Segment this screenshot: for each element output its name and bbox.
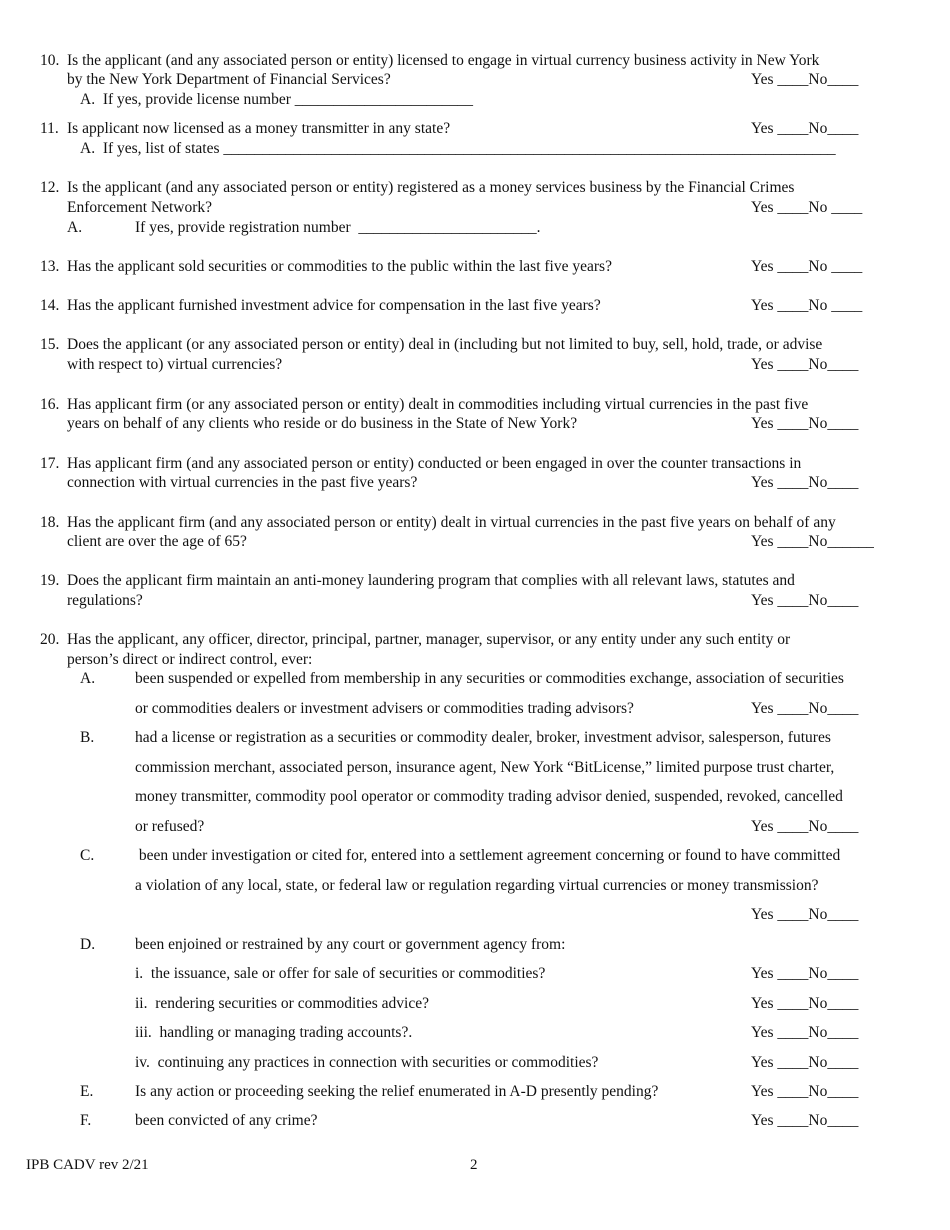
question-text: regulations? [67, 592, 143, 609]
yes-no-field[interactable]: Yes ____No____ [751, 818, 859, 835]
question-text: connection with virtual currencies in the past five years? [67, 474, 418, 491]
sub-sub-item-text: iv. continuing any practices in connection with securities or commodities? [135, 1054, 599, 1071]
yes-no-field[interactable]: Yes ____No____ [751, 700, 859, 717]
yes-no-field[interactable]: Yes ____No____ [751, 906, 859, 923]
license-number-field[interactable]: A. If yes, provide license number _______________________ [80, 91, 474, 108]
sub-sub-item-text: i. the issuance, sale or offer for sale of securities or commodities? [135, 965, 546, 982]
yes-no-field[interactable]: Yes ____No____ [751, 1024, 859, 1041]
yes-no-field[interactable]: Yes ____No ____ [751, 258, 863, 275]
yes-no-field[interactable]: Yes ____No____ [751, 1054, 859, 1071]
question-number: 12. [40, 179, 60, 196]
registration-number-field[interactable]: If yes, provide registration number _______________________. [135, 219, 541, 236]
sub-item-letter: F. [80, 1112, 92, 1129]
sub-item-text: money transmitter, commodity pool operator or commodity trading advisor denied, suspended, revoked, cancelled [135, 788, 843, 805]
question-number: 15. [40, 336, 60, 353]
sub-item-text: been enjoined or restrained by any court or government agency from: [135, 936, 566, 953]
question-number: 20. [40, 631, 60, 648]
sub-item-text: been suspended or expelled from membership in any securities or commodities exchange, association of securities [135, 670, 844, 687]
yes-no-field[interactable]: Yes ____No____ [751, 995, 859, 1012]
question-text: Does the applicant firm maintain an anti-money laundering program that complies with all relevant laws, statutes and [67, 572, 795, 589]
sub-item-text: had a license or registration as a securities or commodity dealer, broker, investment advisor, salesperson, futures [135, 729, 831, 746]
sub-item-text: commission merchant, associated person, insurance agent, New York “BitLicense,” limited purpose trust charter, [135, 759, 835, 776]
question-text: Does the applicant (or any associated person or entity) deal in (including but not limited to buy, sell, hold, trade, or advise [67, 336, 823, 353]
yes-no-field[interactable]: Yes ____No____ [751, 474, 859, 491]
sub-sub-item-text: ii. rendering securities or commodities advice? [135, 995, 429, 1012]
question-text: years on behalf of any clients who reside or do business in the State of New York? [67, 415, 578, 432]
question-number: 18. [40, 514, 60, 531]
page-number: 2 [470, 1157, 478, 1173]
yes-no-field[interactable]: Yes ____No______ [751, 533, 874, 550]
question-text: Has the applicant firm (and any associated person or entity) dealt in virtual currencies in the past five years on behalf of any [67, 514, 836, 531]
sub-item-letter: D. [80, 936, 96, 953]
question-text: Has applicant firm (and any associated person or entity) conducted or been engaged in over the counter transactions in [67, 455, 802, 472]
yes-no-field[interactable]: Yes ____No____ [751, 592, 859, 609]
sub-item-text: been convicted of any crime? [135, 1112, 318, 1129]
question-text: by the New York Department of Financial Services? [67, 71, 391, 88]
question-number: 16. [40, 396, 60, 413]
yes-no-field[interactable]: Yes ____No____ [751, 71, 859, 88]
question-text: Has the applicant sold securities or commodities to the public within the last five years? [67, 258, 612, 275]
question-text: client are over the age of 65? [67, 533, 247, 550]
sub-item-text: been under investigation or cited for, entered into a settlement agreement concerning or found to have committed [135, 847, 841, 864]
question-text: with respect to) virtual currencies? [67, 356, 283, 373]
yes-no-field[interactable]: Yes ____No____ [751, 415, 859, 432]
question-text: Has applicant firm (or any associated person or entity) dealt in commodities including virtual currencies in the past five [67, 396, 809, 413]
question-number: 19. [40, 572, 60, 589]
yes-no-field[interactable]: Yes ____No ____ [751, 297, 863, 314]
question-number: 13. [40, 258, 60, 275]
question-number: 14. [40, 297, 60, 314]
question-number: 10. [40, 52, 60, 69]
yes-no-field[interactable]: Yes ____No____ [751, 965, 859, 982]
question-text: Is applicant now licensed as a money transmitter in any state? [67, 120, 451, 137]
yes-no-field[interactable]: Yes ____No____ [751, 356, 859, 373]
yes-no-field[interactable]: Yes ____No____ [751, 120, 859, 137]
question-text: Enforcement Network? [67, 199, 213, 216]
question-text: Has the applicant furnished investment advice for compensation in the last five years? [67, 297, 601, 314]
sub-sub-item-text: iii. handling or managing trading accounts?. [135, 1024, 413, 1041]
question-text: Has the applicant, any officer, director, principal, partner, manager, supervisor, or any entity under any such entity or [67, 631, 791, 648]
question-text: Is the applicant (and any associated person or entity) licensed to engage in virtual currency business activity in New York [67, 52, 820, 69]
sub-item-letter: A. [67, 219, 83, 236]
sub-item-letter: B. [80, 729, 95, 746]
yes-no-field[interactable]: Yes ____No____ [751, 1112, 859, 1129]
question-number: 11. [40, 120, 59, 137]
form-revision-label: IPB CADV rev 2/21 [26, 1157, 149, 1173]
sub-item-text: Is any action or proceeding seeking the relief enumerated in A-D presently pending? [135, 1083, 659, 1100]
sub-item-text: a violation of any local, state, or federal law or regulation regarding virtual currencies or money transmission? [135, 877, 819, 894]
states-list-field[interactable]: A. If yes, list of states _______________________________________________________________________________ [80, 140, 836, 157]
sub-item-text: or refused? [135, 818, 205, 835]
sub-item-letter: E. [80, 1083, 94, 1100]
question-text: person’s direct or indirect control, ever: [67, 651, 313, 668]
sub-item-letter: A. [80, 670, 96, 687]
sub-item-text: or commodities dealers or investment advisers or commodities trading advisors? [135, 700, 634, 717]
yes-no-field[interactable]: Yes ____No____ [751, 1083, 859, 1100]
sub-item-letter: C. [80, 847, 95, 864]
yes-no-field[interactable]: Yes ____No ____ [751, 199, 863, 216]
question-number: 17. [40, 455, 60, 472]
question-text: Is the applicant (and any associated person or entity) registered as a money services business by the Financial Crimes [67, 179, 795, 196]
